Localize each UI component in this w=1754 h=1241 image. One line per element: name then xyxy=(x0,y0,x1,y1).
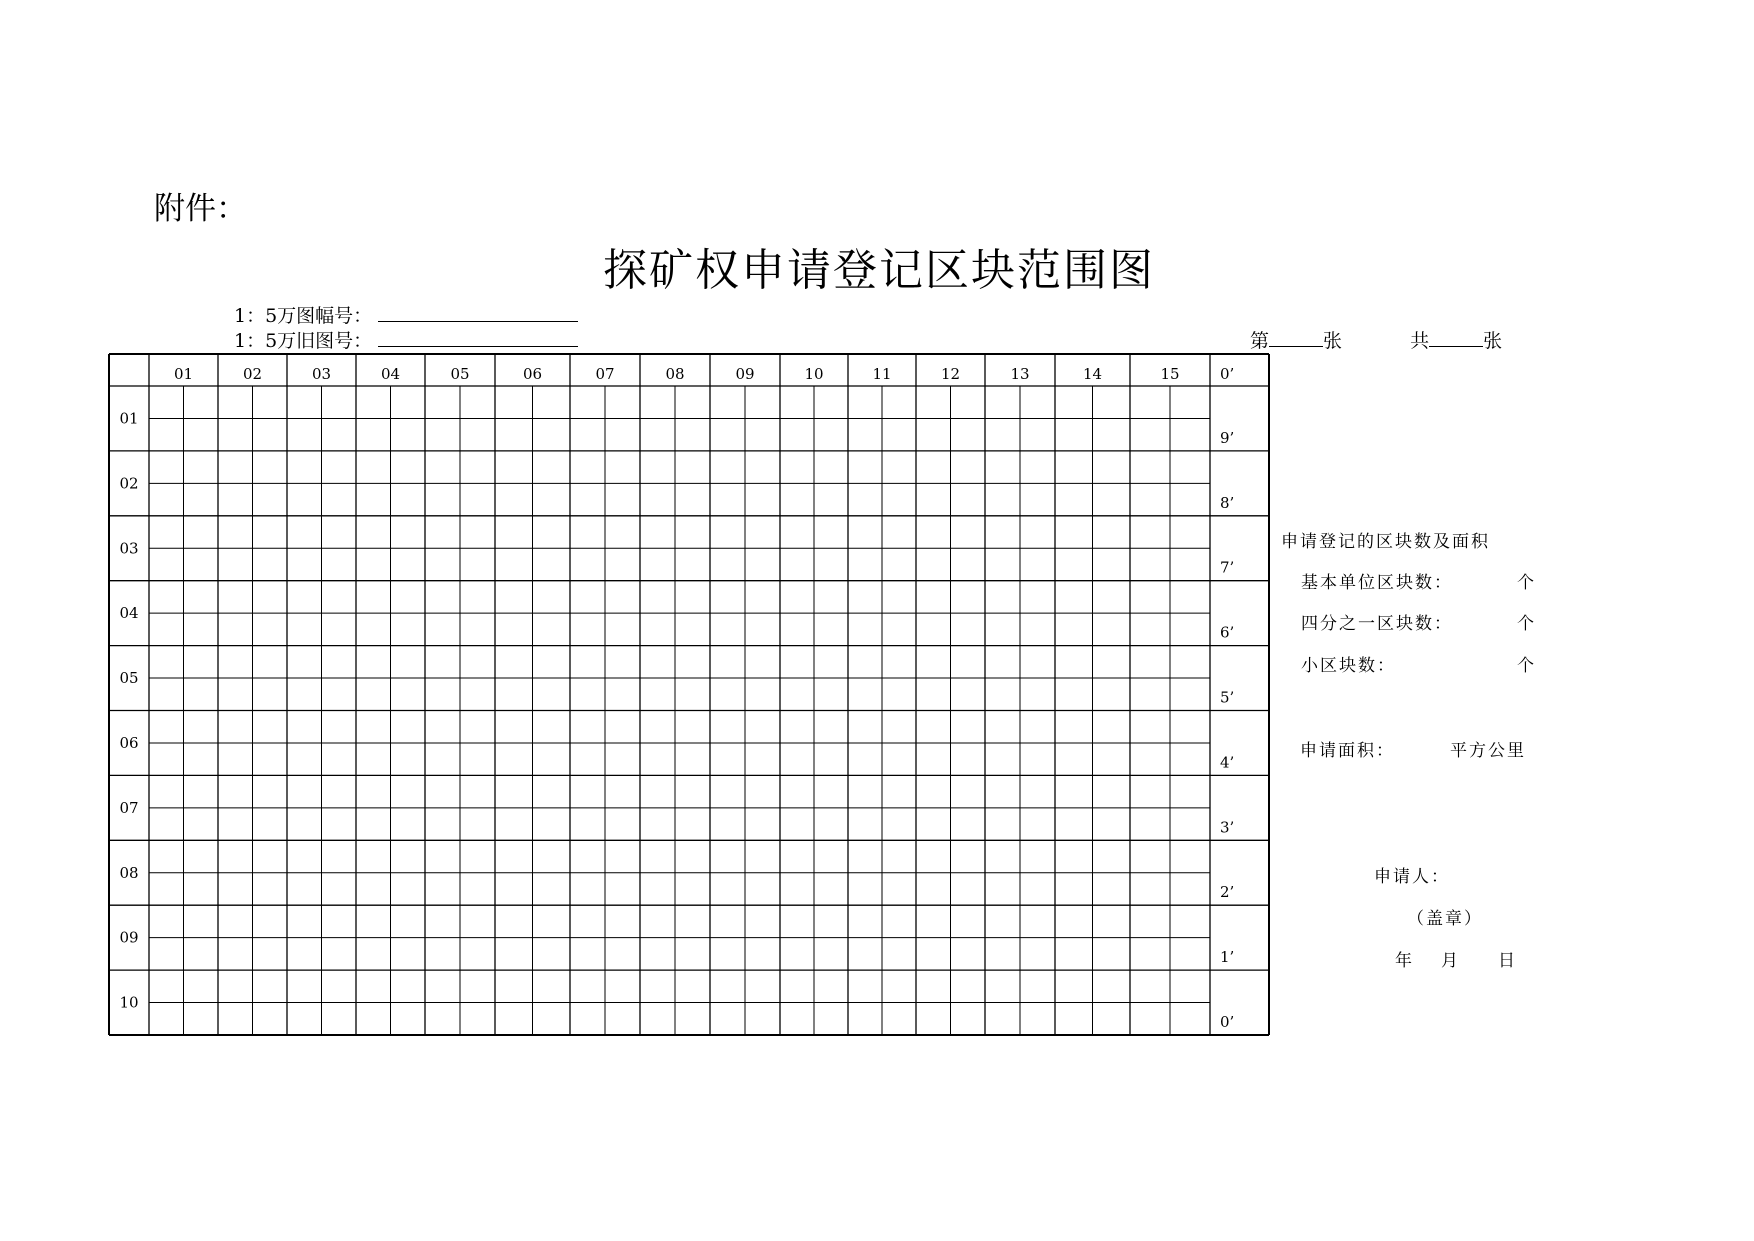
small-block-label: 小区块数： xyxy=(1301,656,1396,676)
minute-label: 7’ xyxy=(1220,558,1235,577)
page-suffix: 张 xyxy=(1323,330,1343,352)
total-suffix: 张 xyxy=(1483,330,1503,352)
column-label: 09 xyxy=(735,365,755,383)
column-label: 11 xyxy=(872,365,892,383)
old-sheet-number-label: 1：5万旧图号： xyxy=(234,330,373,352)
applicant-label: 申请人： xyxy=(1374,867,1450,887)
minute-label: 1’ xyxy=(1220,948,1235,967)
column-label: 10 xyxy=(804,365,824,383)
column-label: 05 xyxy=(450,365,470,383)
column-label: 01 xyxy=(173,365,194,383)
minute-label: 8’ xyxy=(1220,493,1235,512)
row-label: 03 xyxy=(119,539,139,558)
row-label: 06 xyxy=(119,733,139,752)
seal-label: （盖章） xyxy=(1407,909,1483,929)
year-label: 年 xyxy=(1395,951,1414,971)
total-prefix: 共 xyxy=(1410,330,1430,352)
column-label: 15 xyxy=(1160,365,1180,383)
row-label: 05 xyxy=(119,669,139,688)
minute-label: 6’ xyxy=(1220,623,1235,642)
column-label: 13 xyxy=(1010,365,1030,383)
page-title: 探矿权申请登记区块范围图 xyxy=(603,245,1155,296)
row-label: 01 xyxy=(119,409,139,428)
column-label: 02 xyxy=(242,365,263,383)
sheet-number-label: 1：5万图幅号： xyxy=(234,305,373,327)
column-label: 08 xyxy=(665,365,685,383)
row-label: 07 xyxy=(119,798,139,817)
minute-label: 2’ xyxy=(1220,883,1235,902)
column-label: 07 xyxy=(595,365,615,383)
row-label: 08 xyxy=(119,863,139,882)
month-label: 月 xyxy=(1441,951,1460,971)
column-label: 06 xyxy=(522,365,543,383)
area-label: 申请面积： xyxy=(1300,741,1395,761)
column-label: 12 xyxy=(940,365,961,383)
page-prefix: 第 xyxy=(1250,330,1270,352)
row-label: 02 xyxy=(119,474,139,493)
minute-label: 3’ xyxy=(1220,818,1235,837)
column-labels xyxy=(174,365,1180,383)
row-label: 10 xyxy=(119,993,139,1012)
minute-label: 4’ xyxy=(1220,753,1235,772)
grid-lines xyxy=(109,354,1269,1035)
quarter-block-label: 四分之一区块数： xyxy=(1301,614,1453,634)
column-label: 03 xyxy=(311,365,332,383)
minute-label: 0’ xyxy=(1220,1013,1235,1031)
minute-label: 9’ xyxy=(1220,428,1235,447)
row-label: 09 xyxy=(119,928,139,947)
column-label: 04 xyxy=(380,365,401,383)
area-unit: 平方公里 xyxy=(1450,741,1526,761)
day-label: 日 xyxy=(1498,951,1517,971)
summary-heading: 申请登记的区块数及面积 xyxy=(1281,532,1490,552)
column-label: 14 xyxy=(1082,365,1103,383)
attachment-label: 附件： xyxy=(154,191,247,227)
small-block-unit: 个 xyxy=(1517,656,1536,676)
minute-label: 0’ xyxy=(1220,365,1235,383)
basic-unit-unit: 个 xyxy=(1517,573,1536,593)
quarter-block-unit: 个 xyxy=(1517,614,1536,634)
row-label: 04 xyxy=(119,604,139,623)
minute-labels xyxy=(1220,365,1234,1031)
basic-unit-label: 基本单位区块数： xyxy=(1301,573,1453,593)
minute-label: 5’ xyxy=(1220,688,1235,707)
